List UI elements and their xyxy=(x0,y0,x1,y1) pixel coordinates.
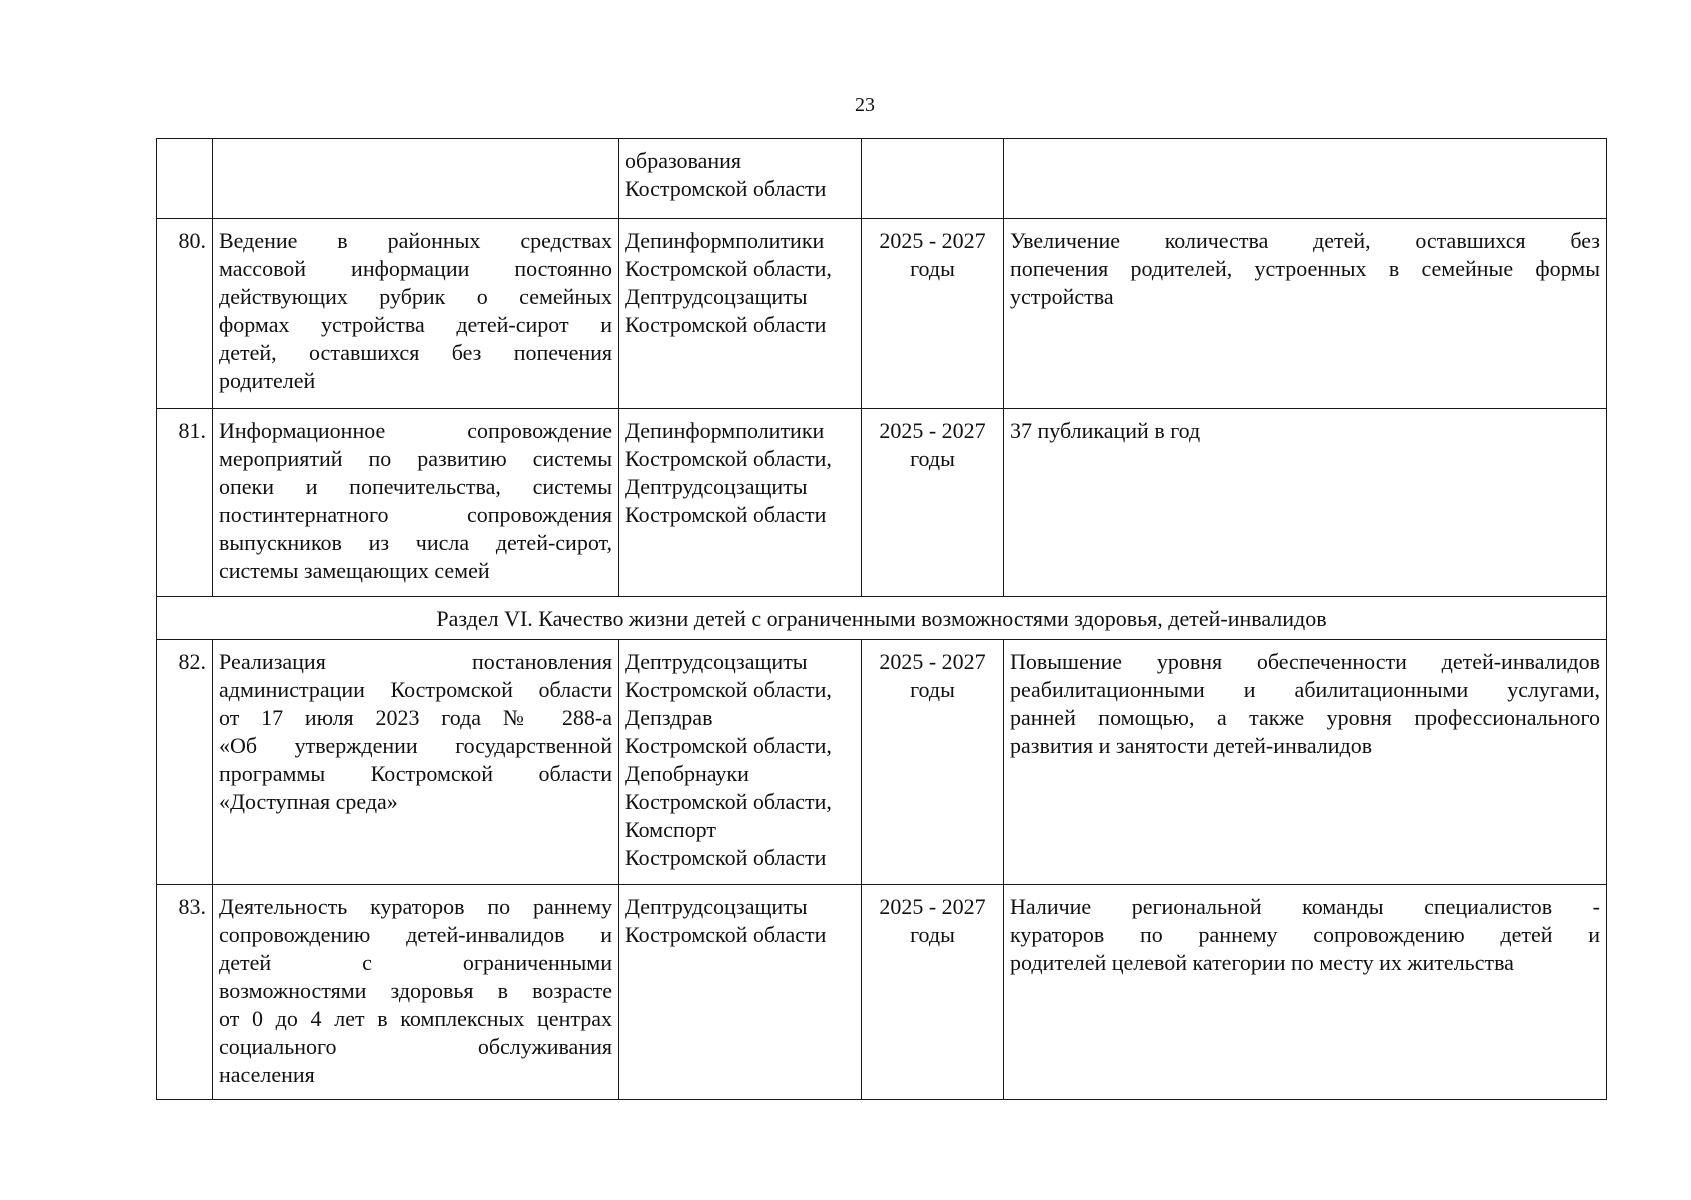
event-line: детей с ограниченными xyxy=(219,950,612,975)
term-cell xyxy=(862,885,1004,1100)
event-line: выпускников из числа детей-сирот, xyxy=(219,530,612,555)
executor-line: Костромской области, xyxy=(625,789,832,814)
result-cell xyxy=(1004,219,1607,409)
executor-line: Костромской области xyxy=(625,502,827,527)
event-line: администрации Костромской области xyxy=(219,677,612,702)
result-cell xyxy=(1004,640,1607,885)
result-cell xyxy=(1004,139,1607,219)
table-row xyxy=(157,219,1607,409)
result-line: родителей целевой категории по месту их жительства xyxy=(1010,950,1514,975)
event-line: сопровождению детей-инвалидов и xyxy=(219,922,612,947)
term-cell xyxy=(862,640,1004,885)
continuation-row xyxy=(157,139,1607,219)
executor-line: образования xyxy=(625,148,742,173)
event-line: Ведение в районных средствах xyxy=(219,228,612,253)
event-line: родителей xyxy=(219,368,316,393)
event-line: постинтернатного сопровождения xyxy=(219,502,612,527)
event-line: мероприятий по развитию системы xyxy=(219,446,612,471)
result-line: попечения родителей, устроенных в семейные формы xyxy=(1010,256,1600,281)
event-line: действующих рубрик о семейных xyxy=(219,284,612,309)
term-line: 2025 - 2027 xyxy=(879,649,986,674)
event-line: от 0 до 4 лет в комплексных центрах xyxy=(219,1006,612,1031)
term-cell xyxy=(862,409,1004,597)
result-line: кураторов по раннему сопровождению детей и xyxy=(1010,922,1600,947)
event-line: социального обслуживания xyxy=(219,1034,612,1059)
event-cell xyxy=(213,219,619,409)
event-line: Информационное сопровождение xyxy=(219,418,612,443)
event-line: опеки и попечительства, системы xyxy=(219,474,612,499)
page-number: 23 xyxy=(855,94,875,116)
num-cell xyxy=(157,139,213,219)
row-number: 82. xyxy=(157,640,213,885)
executor-cell xyxy=(619,219,862,409)
executor-line: Дептрудсоцзащиты xyxy=(625,894,808,919)
event-line: «Доступная среда» xyxy=(219,789,398,814)
event-cell xyxy=(213,139,619,219)
result-line: Наличие региональной команды специалистов - xyxy=(1010,894,1600,919)
executor-line: Костромской области, xyxy=(625,446,832,471)
executor-line: Костромской области xyxy=(625,312,827,337)
table-row xyxy=(157,640,1607,885)
term-cell xyxy=(862,219,1004,409)
executor-line: Депобрнауки xyxy=(625,761,749,786)
executor-cell xyxy=(619,885,862,1100)
table-row xyxy=(157,885,1607,1100)
executor-line: Дептрудсоцзащиты xyxy=(625,649,808,674)
result-line: развития и занятости детей-инвалидов xyxy=(1010,733,1373,758)
event-cell xyxy=(213,885,619,1100)
executor-line: Дептрудсоцзащиты xyxy=(625,284,808,309)
event-cell xyxy=(213,409,619,597)
result-line: реабилитационными и абилитационными услугами, xyxy=(1010,677,1600,702)
event-cell xyxy=(213,640,619,885)
event-line: от 17 июля 2023 года № 288-а xyxy=(219,705,612,730)
executor-line: Депинформполитики xyxy=(625,418,825,443)
table-row xyxy=(157,409,1607,597)
executor-line: Дептрудсоцзащиты xyxy=(625,474,808,499)
executor-line: Депздрав xyxy=(625,705,713,730)
term-line: годы xyxy=(910,922,955,947)
measures-table xyxy=(156,138,1607,1100)
event-line: системы замещающих семей xyxy=(219,558,490,583)
event-line: детей, оставшихся без попечения xyxy=(219,340,612,365)
executor-line: Костромской области xyxy=(625,176,827,201)
event-line: «Об утверждении государственной xyxy=(219,733,612,758)
term-line: 2025 - 2027 xyxy=(879,228,986,253)
result-cell xyxy=(1004,885,1607,1100)
executor-cell xyxy=(619,640,862,885)
executor-line: Костромской области xyxy=(625,922,827,947)
executor-line: Костромской области, xyxy=(625,733,832,758)
executor-cell xyxy=(619,409,862,597)
event-line: возможностями здоровья в возрасте xyxy=(219,978,612,1003)
result-line: ранней помощью, а также уровня профессионального xyxy=(1010,705,1600,730)
event-line: Деятельность кураторов по раннему xyxy=(219,894,612,919)
result-line: устройства xyxy=(1010,284,1114,309)
event-line: массовой информации постоянно xyxy=(219,256,612,281)
section-row xyxy=(157,597,1607,640)
result-cell xyxy=(1004,409,1607,597)
event-line: программы Костромской области xyxy=(219,761,612,786)
row-number: 81. xyxy=(157,409,213,597)
term-line: 2025 - 2027 xyxy=(879,894,986,919)
section-title: Раздел VI. Качество жизни детей с ограниченными возможностями здоровья, детей-инвалидов xyxy=(157,597,1607,640)
row-number: 80. xyxy=(157,219,213,409)
event-line: населения xyxy=(219,1062,315,1087)
executor-line: Депинформполитики xyxy=(625,228,825,253)
term-line: годы xyxy=(910,256,955,281)
result-line: Повышение уровня обеспеченности детей-инвалидов xyxy=(1010,649,1600,674)
term-line: годы xyxy=(910,677,955,702)
event-line: Реализация постановления xyxy=(219,649,612,674)
term-line: 2025 - 2027 xyxy=(879,418,986,443)
event-line: формах устройства детей-сирот и xyxy=(219,312,612,337)
executor-line: Костромской области, xyxy=(625,677,832,702)
executor-cell xyxy=(619,139,862,219)
term-cell xyxy=(862,139,1004,219)
row-number: 83. xyxy=(157,885,213,1100)
result-line: 37 публикаций в год xyxy=(1010,418,1201,443)
executor-line: Костромской области, xyxy=(625,256,832,281)
executor-line: Комспорт xyxy=(625,817,716,842)
term-line: годы xyxy=(910,446,955,471)
result-line: Увеличение количества детей, оставшихся без xyxy=(1010,228,1600,253)
executor-line: Костромской области xyxy=(625,845,827,870)
